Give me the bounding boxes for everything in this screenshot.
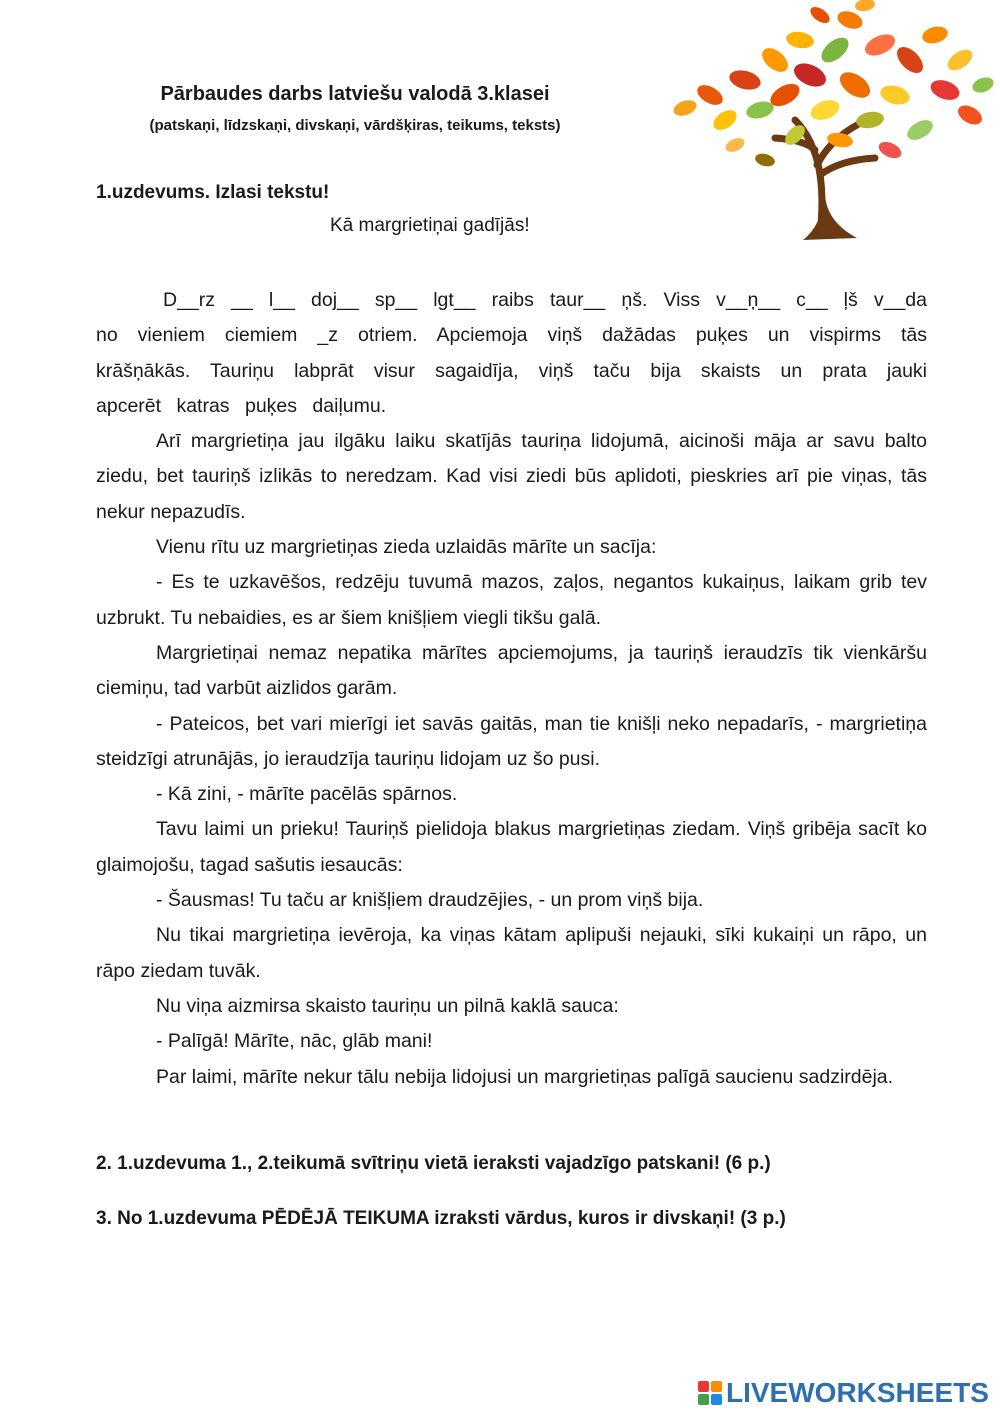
page-title: Pārbaudes darbs latviešu valodā 3.klasei: [160, 83, 550, 105]
story-paragraph: Arī margrietiņa jau ilgāku laiku skatījās tauriņa lidojumā, aicinoši māja ar savu balto ziedu, bet tauriņš izlikās to neredzam. Kad visi ziedi būs aplidoti, pieskries arī pie viņas, tās nekur nepazudīs.: [96, 430, 927, 523]
story-paragraph: D__rz __ l__ doj__ sp__ lgt__ raibs taur__ ņš. Viss v__ņ__ c__ ļš v__da no vieniem ciemiem _z otriem. Apciemoja viņš dažādas puķes un vispirms tās krāšņākās. Tauriņu labprāt visur sagaidīja, viņš taču bija skaists un prata jauki apcerēt katras puķes daiļumu.: [96, 289, 927, 417]
task1-heading: 1.uzdevums. Izlasi tekstu!: [96, 182, 330, 203]
story-text: [96, 283, 927, 1095]
story-paragraph: - Es te uzkavēšos, redzēju tuvumā mazos, zaļos, negantos kukaiņus, laikam grib tev uzbrukt. Tu nebaidies, es ar šiem knišļiem viegli tikšu galā.: [96, 571, 927, 629]
story-paragraph: Tavu laimi un prieku! Tauriņš pielidoja blakus margrietiņas ziedam. Viņš gribēja sacīt ko glaimojošu, tagad sašutis iesaucās:: [96, 818, 927, 876]
story-paragraph: Vienu rītu uz margrietiņas zieda uzlaidās mārīte un sacīja:: [156, 536, 657, 559]
logo-square-blue: [711, 1394, 722, 1405]
story-paragraph: - Kā zini, - mārīte pacēlās spārnos.: [156, 783, 458, 806]
story-paragraph: - Šausmas! Tu taču ar knišļiem draudzējies, - un prom viņš bija.: [156, 889, 704, 912]
logo-square-green: [698, 1394, 709, 1405]
story-paragraph: - Pateicos, bet vari mierīgi iet savās gaitās, man tie knišļi neko nepadarīs, - margrietiņa steidzīgi atrunājās, jo ieraudzīja tauriņu lidojam uz šo pusi.: [96, 712, 927, 770]
story-title: Kā margrietiņai gadījās!: [330, 215, 530, 236]
task3-instruction: 3. No 1.uzdevuma PĒDĒJĀ TEIKUMA izraksti vārdus, kuros ir divskaņi! (3 p.): [96, 1208, 786, 1229]
liveworksheets-logo: [698, 1377, 989, 1409]
logo-grid-icon: [698, 1381, 722, 1405]
story-paragraph: Nu viņa aizmirsa skaisto tauriņu un pilnā kaklā sauca:: [156, 994, 619, 1017]
story-paragraph: Nu tikai margrietiņa ievēroja, ka viņas kātam aplipuši nejauki, sīki kukaiņi un rāpo, un rāpo ziedam tuvāk.: [96, 924, 927, 982]
autumn-tree-icon: [625, 0, 1000, 245]
page-subtitle: (patskaņi, līdzskaņi, divskaņi, vārdšķiras, teikums, teksts): [149, 117, 561, 134]
story-paragraph: Margrietiņai nemaz nepatika mārītes apciemojums, ja tauriņš ieraudzīs tik vienkāršu ciemiņu, tad varbūt aizlidos garām.: [96, 641, 927, 700]
logo-square-orange: [711, 1381, 722, 1392]
task2-instruction: 2. 1.uzdevuma 1., 2.teikumā svītriņu vietā ieraksti vajadzīgo patskani! (6 p.): [96, 1153, 771, 1174]
story-paragraph: Par laimi, mārīte nekur tālu nebija lidojusi un margrietiņas palīgā saucienu sadzirdēja.: [156, 1065, 894, 1088]
logo-square-red: [698, 1381, 709, 1392]
story-paragraph: - Palīgā! Mārīte, nāc, glāb mani!: [156, 1030, 433, 1053]
brand-name: LIVEWORKSHEETS: [726, 1377, 989, 1408]
